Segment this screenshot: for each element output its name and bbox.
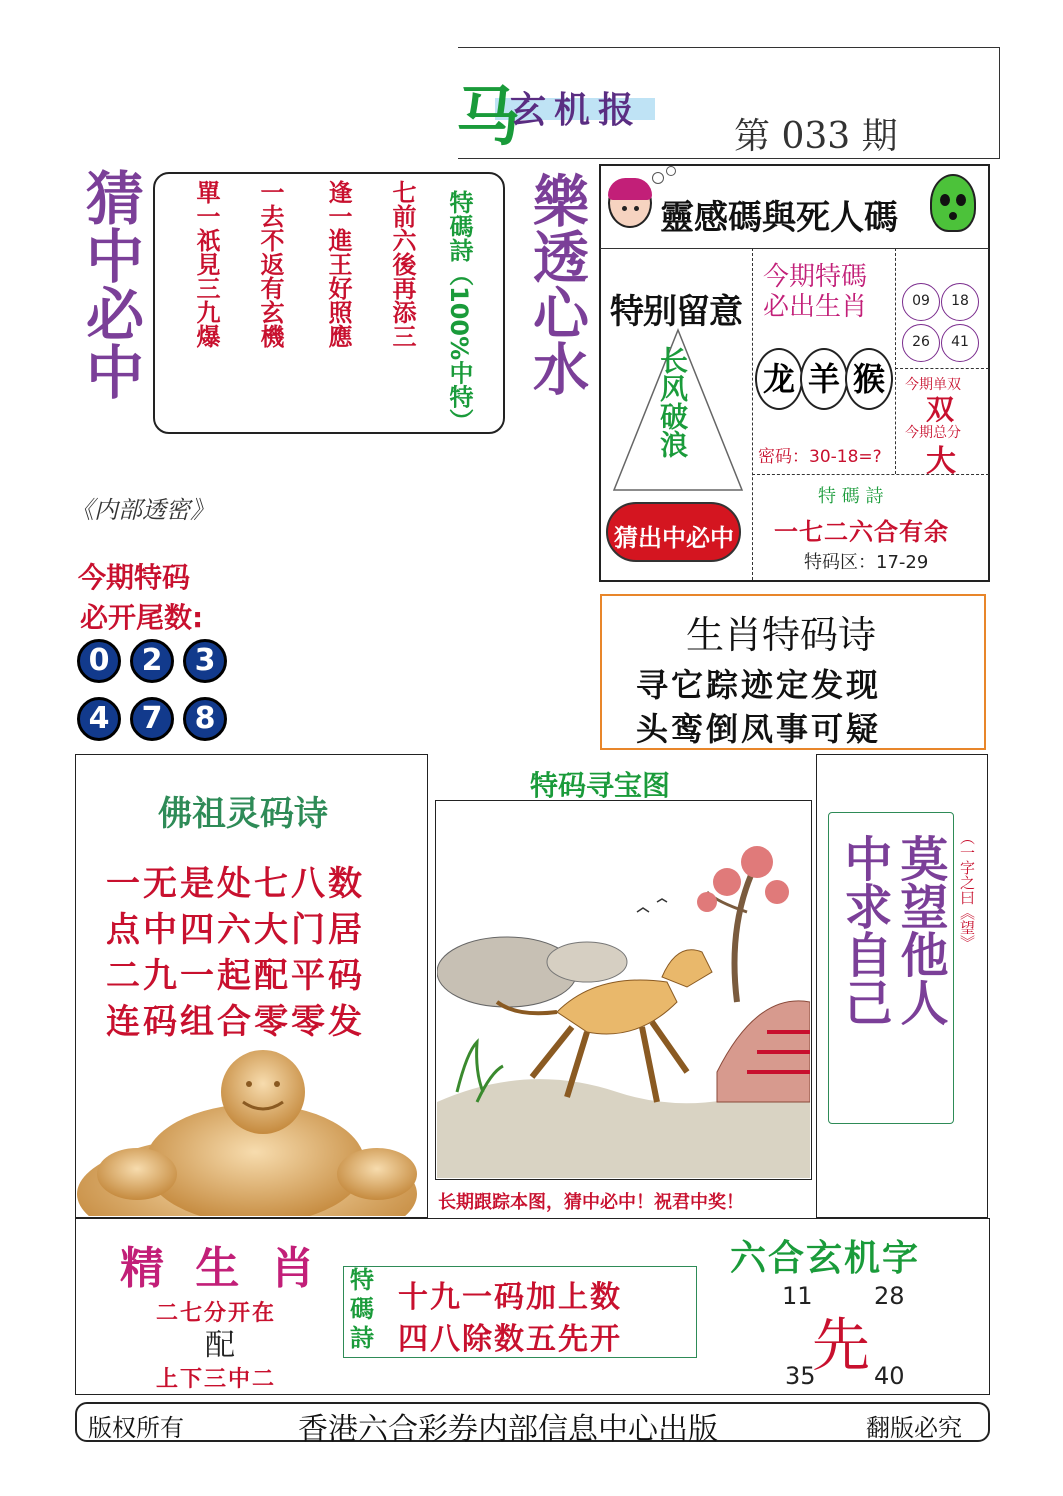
- ghost-panel-divider-h1: [600, 248, 989, 249]
- ghost-poem-text: 一七二六合有余: [774, 518, 949, 546]
- header-logo: 马: [456, 81, 520, 155]
- buddha-poem-line-3: 二九一起配平码: [106, 956, 365, 996]
- face-icon: [608, 178, 652, 228]
- ghost-panel-divider-v2: [895, 248, 896, 474]
- treasure-map-caption: 长期跟踪本图，猜中必中！祝君中奖！: [438, 1192, 744, 1213]
- fine-zodiac-line-2: 上下三中二: [156, 1367, 277, 1392]
- thought-bubble-icon-2: [666, 166, 676, 176]
- zodiac-poem-line-2: 头鸾倒凤事可疑: [636, 710, 882, 748]
- number-ring-2: 18: [941, 283, 979, 321]
- inner-secret-label: 《内部透密》: [70, 496, 214, 524]
- sure-zodiac-label: 今期特碼必出生肖: [763, 262, 868, 322]
- mystery-number-1: 11: [782, 1282, 813, 1310]
- riddle-hint: （一字之曰《望》: [958, 830, 976, 950]
- poem-column-1: 七前六後再添三: [388, 180, 416, 348]
- buddha-poem-title: 佛祖灵码诗: [158, 794, 328, 834]
- tail-label-1: 今期特码: [78, 561, 191, 594]
- number-ring-1: 09: [902, 283, 940, 321]
- buddha-poem-line-2: 点中四六大门居: [106, 910, 365, 950]
- thought-bubble-icon: [652, 172, 664, 184]
- bottom-poem-line-1: 十九一码加上数: [398, 1280, 622, 1315]
- ghost-panel-title: 靈感碼與死人碼: [660, 198, 898, 238]
- fine-zodiac-pei: 配: [205, 1328, 235, 1363]
- password-text: 密码：30-18=?: [758, 447, 882, 467]
- tail-number-6: 8: [183, 697, 227, 741]
- buddha-poem-line-4: 连码组合零零发: [106, 1002, 365, 1042]
- footer-right: 翻版必究: [866, 1414, 962, 1442]
- bottom-poem-line-2: 四八除数五先开: [398, 1322, 622, 1357]
- buddha-poem-line-1: 一无是处七八数: [106, 864, 365, 904]
- zodiac-poem-title: 生肖特码诗: [686, 613, 877, 657]
- mystery-number-3: 35: [785, 1362, 816, 1390]
- zodiac-3: 猴: [845, 348, 893, 410]
- odd-even-value: 双: [926, 393, 955, 426]
- footer-left: 版权所有: [88, 1414, 184, 1442]
- poem-caption: 特碼詩（100%中特）: [445, 190, 473, 433]
- bottom-poem-label: 特碼詩: [350, 1266, 374, 1352]
- number-ring-3: 26: [902, 324, 940, 362]
- tail-label-2: 必开尾数:: [80, 601, 204, 634]
- mystery-number-4: 40: [874, 1362, 905, 1390]
- riddle-column-2: 中求自己: [836, 834, 892, 1026]
- mystery-number-2: 28: [874, 1282, 905, 1310]
- left-slogan: 猜中必中: [76, 168, 144, 400]
- odd-even-label: 今期单双: [905, 377, 961, 393]
- zodiac-2: 羊: [800, 348, 848, 410]
- sure-badge-text: 猜出中必中: [614, 524, 734, 552]
- ghost-panel-divider-h2: [895, 368, 989, 369]
- deer-illustration: [437, 802, 810, 1178]
- tail-number-3: 3: [183, 639, 227, 683]
- zodiac-1: 龙: [755, 348, 803, 410]
- mystery-title: 六合玄机字: [730, 1238, 921, 1279]
- tail-number-5: 7: [130, 697, 174, 741]
- special-notice: 特别留意: [610, 292, 742, 332]
- poem-column-2: 逢一進王好照應: [324, 180, 352, 348]
- ghost-poem-label: 特 碼 詩: [818, 486, 884, 507]
- fine-zodiac-line-1: 二七分开在: [156, 1301, 277, 1326]
- mystery-char: 先: [812, 1311, 871, 1379]
- tail-number-4: 4: [77, 697, 121, 741]
- ghost-panel-divider-v1: [752, 248, 753, 580]
- treasure-map-title: 特码寻宝图: [530, 769, 671, 802]
- header-title: 玄机报: [510, 89, 643, 131]
- fine-zodiac-title: 精 生 肖: [120, 1243, 323, 1294]
- total-label: 今期总分: [905, 425, 961, 441]
- right-slogan: 樂透心水: [524, 172, 589, 396]
- zodiac-poem-line-1: 寻它踪迹定发现: [636, 666, 882, 704]
- triangle-text: 长风破浪: [656, 346, 689, 458]
- riddle-column-1: 莫望他人: [892, 834, 948, 1026]
- skull-icon: [930, 174, 976, 232]
- poem-column-4: 單一祇見三九爆: [192, 180, 220, 348]
- footer-center: 香港六合彩券内部信息中心出版: [298, 1412, 718, 1447]
- tail-number-1: 0: [77, 639, 121, 683]
- buddha-statue-image: [77, 1044, 425, 1216]
- issue-number: 第 033 期: [734, 116, 898, 157]
- poem-column-3: 一去不返有玄機: [256, 180, 284, 348]
- number-ring-4: 41: [941, 324, 979, 362]
- tail-number-2: 2: [130, 639, 174, 683]
- total-value: 大: [926, 444, 956, 479]
- special-range: 特码区：17-29: [804, 552, 929, 573]
